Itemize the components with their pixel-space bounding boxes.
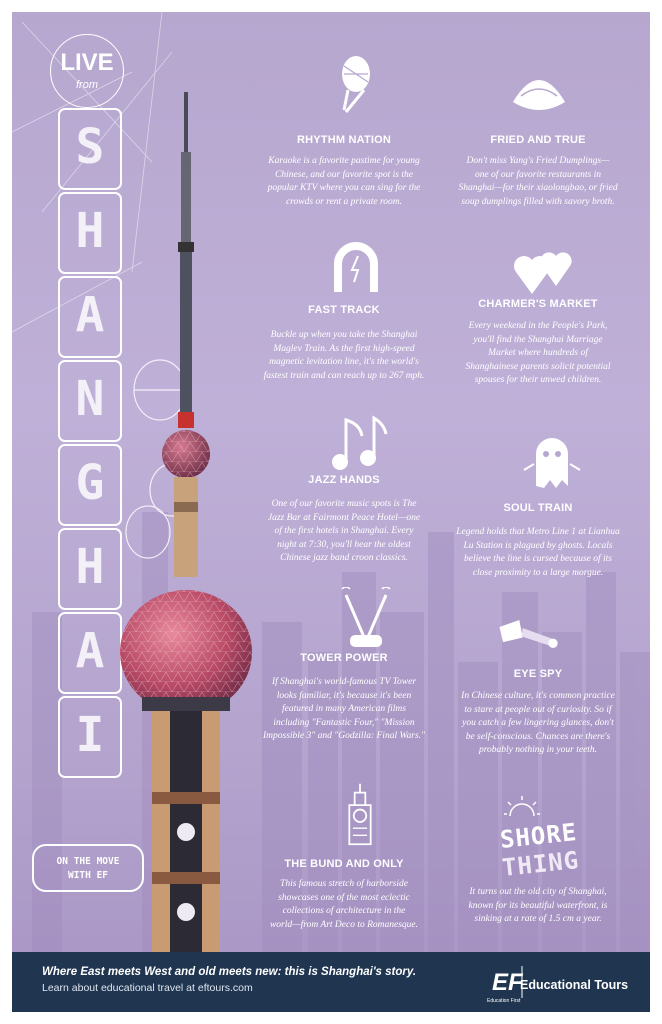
body-line: soup dumplings filled with savory broth. [461,196,615,207]
body-line: This famous stretch of harborside [280,879,408,889]
ef-logo-text: EF [492,969,523,996]
oriental-pearl-tower [112,92,262,952]
body-line: Karaoke is a favorite pastime for young [268,156,420,166]
body-line: you'll find the Shanghai Marriage [473,334,603,345]
eye-spy-title: EYE SPY [513,668,563,680]
music-note-icon [324,410,388,474]
telescope-icon [496,602,560,666]
body-line: In Chinese culture, it's common practice [461,691,615,701]
bund-and-only-title: THE BUND AND ONLY [284,858,404,870]
body-line: Buckle up when you take the Shanghai [270,330,418,340]
educational-tours-brand[interactable]: Educational Tours [520,978,629,992]
title-letter-4: N [58,360,122,442]
jazz-hands-title: JAZZ HANDS [308,474,380,486]
body-line: Impossible 3" and "Godzilla: Final Wars." [262,731,426,741]
shore-thing-title-line2: THING [500,846,581,882]
body-line: night at 7:30, you'll hear the oldest [277,539,411,550]
body-line: spouses for their unwed children. [474,375,602,385]
body-line: showcases one of the most eclectic [278,892,410,903]
body-line: Shanghainese parents solicit potential [465,361,611,372]
fast-track-title: FAST TRACK [308,304,380,316]
body-line: to stare at people out of curiosity. So if [464,704,612,715]
charmers-market-body [444,320,632,388]
body-line: looks familiar, it's because it's been [276,690,412,701]
body-line: you catch a few lingering glances, don't [462,718,614,728]
title-letter-3: A [58,276,122,358]
shore-thing-title-line1: SHORE [498,818,579,854]
microphone-icon [322,52,386,116]
body-line: Shanghai—for their xiaolongbao, or fried [458,183,618,193]
body-line: magnetic levitation line, it's the world's [269,357,419,367]
body-line: be self-conscious. Chances are there's [465,731,611,742]
fast-track-body [256,329,432,383]
rhythm-nation-body [256,155,432,209]
body-line: Every weekend in the People's Park, [468,321,608,331]
soul-train-body [444,526,632,580]
clock-tower-icon [328,782,392,846]
shore-thing-body [444,886,632,927]
fried-and-true-body [444,155,632,209]
body-line: believe the line is cursed because of its [464,554,612,564]
body-line: known for its beautiful waterfront, is [468,900,608,911]
soul-train-title: SOUL TRAIN [503,502,573,514]
magnet-icon [324,238,388,302]
body-line: Market where hundreds of [488,348,588,358]
hearts-icon [512,238,576,302]
body-line: Chinese, and our favorite spot is the [274,169,413,180]
tower-power-body [256,676,432,744]
dumpling-icon [507,62,571,126]
eye-spy-body [444,690,632,758]
tower-power-title: TOWER POWER [300,652,388,664]
sun-icon [502,792,542,822]
body-line: It turns out the old city of Shanghai, [469,887,607,897]
footer-banner [12,952,650,1012]
ef-logo-subtext: Education First [487,998,521,1004]
charmers-market-title: CHARMER'S MARKET [478,298,598,310]
sign-line-1: ON THE MOVE [56,856,120,867]
title-letter-1: S [58,108,122,190]
body-line: sinking at a rate of 1.5 cm a year. [474,914,602,924]
badge-live-text: LIVE [60,49,114,76]
body-line: Don't miss Yang's Fried Dumplings— [466,156,610,166]
footer-learn-link[interactable]: Learn about educational travel at eftours.com [42,982,253,994]
body-line: If Shanghai's world-famous TV Tower [271,677,417,687]
body-line: Legend holds that Metro Line 1 at Lianhua [456,527,620,537]
body-line: One of our favorite music spots is The [271,499,417,509]
poster [12,12,650,1012]
ghost-icon [520,430,584,494]
fried-and-true-title: FRIED AND TRUE [490,134,586,146]
title-letter-8: I [58,696,122,778]
jazz-hands-body [256,498,432,566]
body-line: popular KTV where you can sing for the [267,183,421,193]
sign-line-2: WITH EF [67,870,109,881]
tv-antenna-icon [334,587,398,651]
body-line: Lu Station is plagued by ghosts. Locals [463,540,613,551]
body-line: Chinese jazz band croon classics. [280,553,408,563]
title-letter-7: A [58,612,122,694]
body-line: crowds or rent a private room. [285,196,403,207]
body-line: fastest train and can reach up to 267 mph. [263,370,425,381]
body-line: Jazz Bar at Fairmont Peace Hotel—one [267,512,421,523]
bund-and-only-body [256,878,432,932]
title-letter-6: H [58,528,122,610]
badge-from-text: from [76,79,98,91]
body-line: Maglev Train. As the first high-speed [273,343,415,354]
body-line: probably nothing in your teeth. [478,745,598,755]
footer-tagline: Where East meets West and old meets new: this is Shanghai's story. [42,966,417,978]
body-line: collections of architecture in the [282,906,406,916]
body-line: including "Fantastic Four," "Mission [273,717,415,728]
body-line: world—from Art Deco to Romanesque. [269,919,419,930]
rhythm-nation-title: RHYTHM NATION [296,134,392,146]
body-line: close proximity to a large morgue. [472,567,604,578]
title-letter-5: G [58,444,122,526]
title-letter-2: H [58,192,122,274]
body-line: featured in many American films [281,704,406,714]
body-line: one of our favorite restaurants in [474,169,602,180]
body-line: of the first hotels in Shanghai. Every [274,526,414,536]
